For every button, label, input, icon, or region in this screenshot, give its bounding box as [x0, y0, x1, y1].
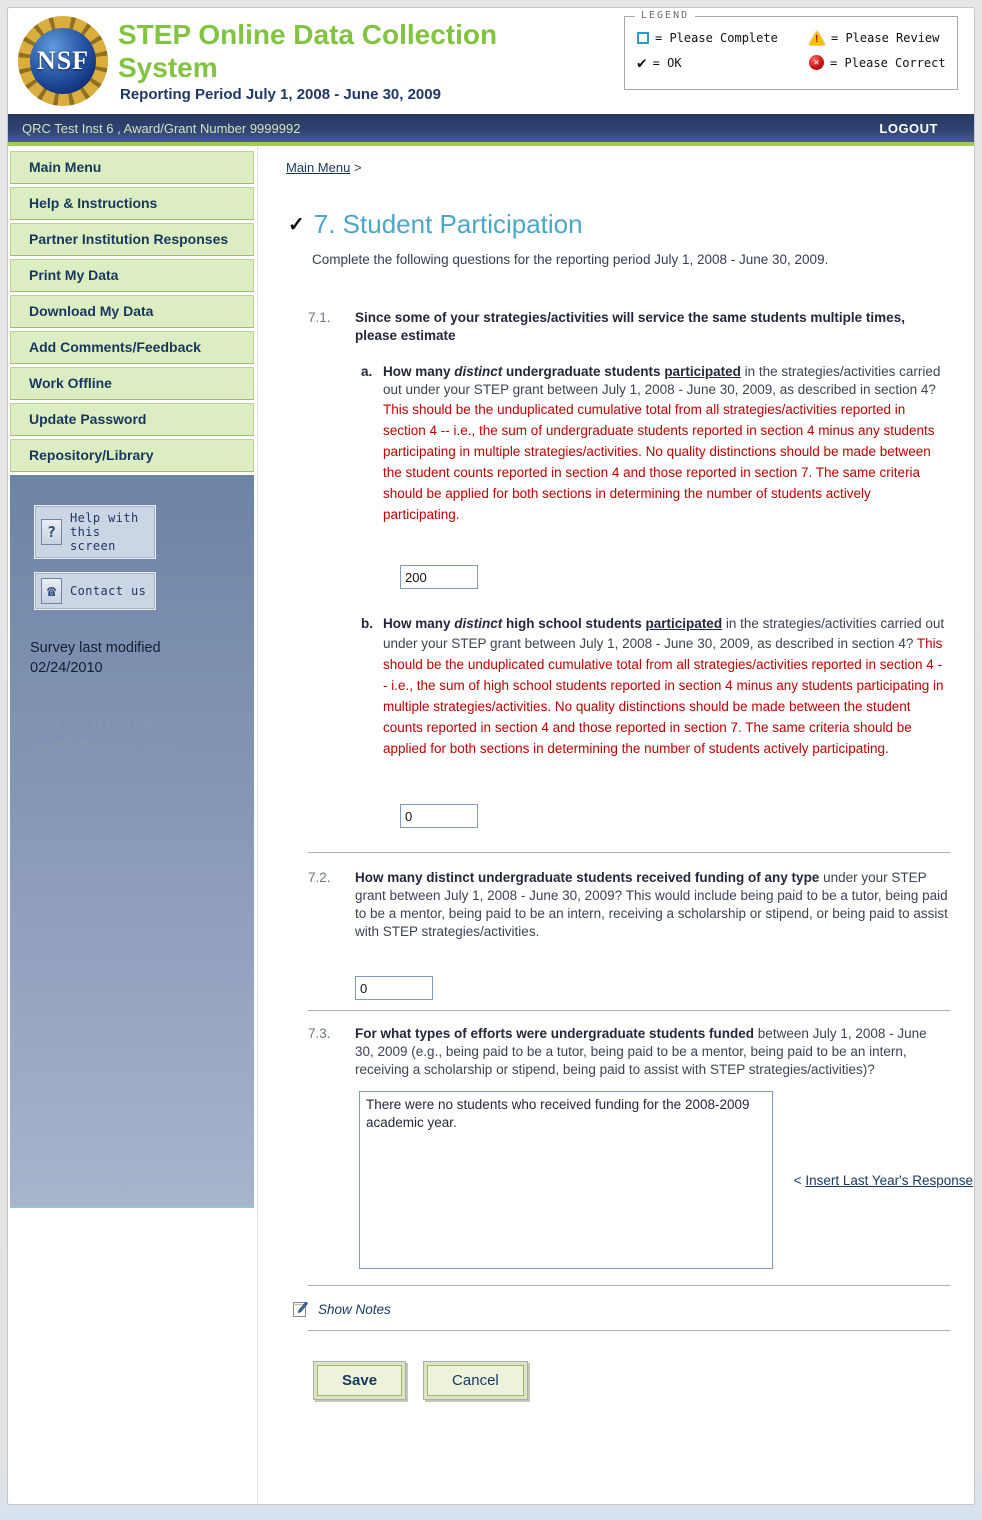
notes-icon — [292, 1300, 309, 1318]
save-button-frame[interactable] — [313, 1361, 406, 1400]
sidebar-item-add-comments-feedback[interactable]: Add Comments/Feedback — [10, 331, 254, 364]
check-icon: ✔ — [637, 52, 647, 72]
divider — [308, 1330, 950, 1331]
survey-last-modified: Survey last modified 02/24/2010 — [30, 640, 161, 676]
sidebar-info-panel — [10, 475, 254, 1208]
funding-types-textarea[interactable] — [359, 1091, 773, 1269]
question-7-1-heading: Since some of your strategies/activities will service the same students multiple times, please estimate — [355, 310, 905, 343]
help-with-screen-label: Help with this screen — [70, 511, 139, 553]
contact-us-label: Contact us — [70, 584, 147, 598]
please-complete-icon — [637, 32, 649, 44]
breadcrumb — [286, 160, 973, 175]
intro-text: Complete the following questions for the reporting period July 1, 2008 - June 30, 2009. — [312, 252, 829, 267]
question-7-1 — [308, 309, 973, 345]
question-7-1-a-text: How many distinct undergraduate students participated in the strategies/activities carried out under your STEP grant between July 1, 2008 - June 30, 2009, as described in section 4? This should be the unduplicated cumulative total from all strategies/activities reported in section 4 -- i.e., the sum of undergraduate students reported in section 4 minus any students participating in multiple strategies/activities. No quality distinctions should be made between the student counts reported in section 4 and those reported in section 7. The same criteria should be applied for both sections in determining the number of students actively participating. — [383, 364, 941, 522]
divider — [308, 1285, 950, 1286]
sidebar-item-update-password[interactable]: Update Password — [10, 403, 254, 436]
question-number: 7.1. — [308, 310, 331, 325]
cancel-button[interactable]: Cancel — [427, 1365, 524, 1396]
ok-check-icon: ✓ — [288, 214, 305, 236]
sidebar-item-help-instructions[interactable]: Help & Instructions — [10, 187, 254, 220]
sidebar-item-print-my-data[interactable]: Print My Data — [10, 259, 254, 292]
legend-item-ok — [637, 52, 809, 72]
omb-notice: OMB No. 3145-0136 Expires March 31, 2011 — [30, 716, 172, 751]
legend-title: LEGEND — [635, 10, 695, 21]
red-instruction-note: This should be the unduplicated cumulative total from all strategies/activities reported in section 4 -- i.e., the sum of undergraduate students reported in section 4 minus any students participating in multiple strategies/activities. No quality distinctions should be made between the student counts reported in section 4 and those reported in section 7. The same criteria should be applied for both sections in determining the number of students actively participating. — [383, 402, 935, 522]
divider — [308, 852, 950, 853]
question-7-2-text: How many distinct undergraduate students received funding of any type under your STEP grant between July 1, 2008 - June 30, 2009? This would include being paid to be a tutor, being paid to be a mentor, being paid to be an intern, receiving a scholarship or stipend, or being paid to assist with STEP strategies/activities. — [355, 870, 948, 939]
cancel-button-frame[interactable] — [423, 1361, 528, 1400]
question-7-3-text: For what types of efforts were undergraduate students funded between July 1, 2008 - June 30, 2009 (e.g., being paid to be a tutor, being paid to be a mentor, being paid to be an intern, receiving a scholarship or stipend, being paid to assist with STEP strategies/activities)? — [355, 1026, 927, 1077]
sidebar — [8, 146, 258, 1504]
legend-item-correct — [809, 55, 947, 70]
question-7-2 — [308, 869, 973, 941]
legend-item-review — [809, 31, 947, 45]
sidebar-item-repository-library[interactable]: Repository/Library — [10, 439, 254, 472]
app-title-line1: STEP Online Data Collection — [118, 19, 498, 50]
help-with-screen-button[interactable] — [34, 505, 156, 559]
sidebar-item-partner-institution-responses[interactable]: Partner Institution Responses — [10, 223, 254, 256]
app-title-line2: System — [118, 52, 218, 83]
institution-award-text: QRC Test Inst 6 , Award/Grant Number 9999992 — [22, 120, 301, 136]
insert-last-years-response-link[interactable]: < Insert Last Year's Response — [793, 1172, 973, 1188]
legend-ok-label: = OK — [652, 55, 682, 70]
sidebar-item-download-my-data[interactable]: Download My Data — [10, 295, 254, 328]
logout-link[interactable]: LOGOUT — [879, 120, 938, 136]
save-button[interactable]: Save — [317, 1365, 402, 1396]
nsf-logo-text: NSF — [30, 28, 96, 94]
sub-question-letter: a. — [361, 364, 373, 379]
contact-us-button[interactable] — [34, 572, 156, 610]
warning-triangle-icon — [809, 31, 825, 45]
sub-question-letter: b. — [361, 616, 373, 631]
user-bar — [8, 114, 974, 142]
red-instruction-note: This should be the unduplicated cumulative total from all strategies/activities reported in section 4 -- i.e., the sum of high school students reported in section 4 minus any students participating in multiple strategies/activities. No quality distinctions should be made between the student counts reported in section 4 and those reported in section 7. The same criteria should be applied for both sections in determining the number of students actively participating. — [383, 636, 944, 756]
page — [7, 7, 975, 1505]
legend-complete-label: = Please Complete — [655, 31, 778, 45]
undergrad-participated-input[interactable] — [400, 565, 478, 589]
question-7-3 — [308, 1025, 973, 1079]
question-7-1-b — [361, 615, 973, 759]
show-notes-row — [292, 1300, 973, 1318]
undergrad-funded-count-input[interactable] — [355, 976, 433, 1000]
legend-correct-label: = Please Correct — [830, 55, 946, 70]
header — [8, 8, 974, 114]
sidebar-item-main-menu[interactable]: Main Menu — [10, 151, 254, 184]
legend-item-complete — [637, 31, 809, 45]
phone-icon: ☎ — [41, 578, 62, 604]
reporting-period: Reporting Period July 1, 2008 - June 30, 2009 — [120, 86, 441, 103]
question-number: 7.3. — [308, 1026, 331, 1041]
breadcrumb-main-menu-link[interactable]: Main Menu — [286, 160, 351, 175]
highschool-participated-input[interactable] — [400, 804, 478, 828]
nsf-logo-icon — [18, 16, 108, 106]
question-7-1-b-text: How many distinct high school students participated in the strategies/activities carried out under your STEP grant between July 1, 2008 - June 30, 2009, as described in section 4? This should be the unduplicated cumulative total from all strategies/activities reported in section 4 -- i.e., the sum of high school students reported in section 4 minus any students participating in multiple strategies/activities. No quality distinctions should be made between the student counts reported in section 4 and those reported in section 7. The same criteria should be applied for both sections in determining the number of students actively participating. — [383, 616, 945, 756]
insert-link-prefix: < — [793, 1172, 802, 1188]
breadcrumb-separator: > — [353, 160, 362, 175]
legend-box — [624, 10, 958, 90]
question-7-1-a — [361, 363, 973, 525]
show-notes-link[interactable]: Show Notes — [318, 1301, 391, 1317]
page-title: 7. Student Participation — [313, 209, 583, 239]
question-mark-icon: ? — [41, 519, 62, 545]
sidebar-item-work-offline[interactable]: Work Offline — [10, 367, 254, 400]
main-content — [258, 146, 975, 1504]
legend-review-label: = Please Review — [831, 31, 940, 45]
error-circle-icon: ✕ — [809, 55, 824, 70]
divider — [308, 1010, 950, 1011]
question-number: 7.2. — [308, 870, 331, 885]
